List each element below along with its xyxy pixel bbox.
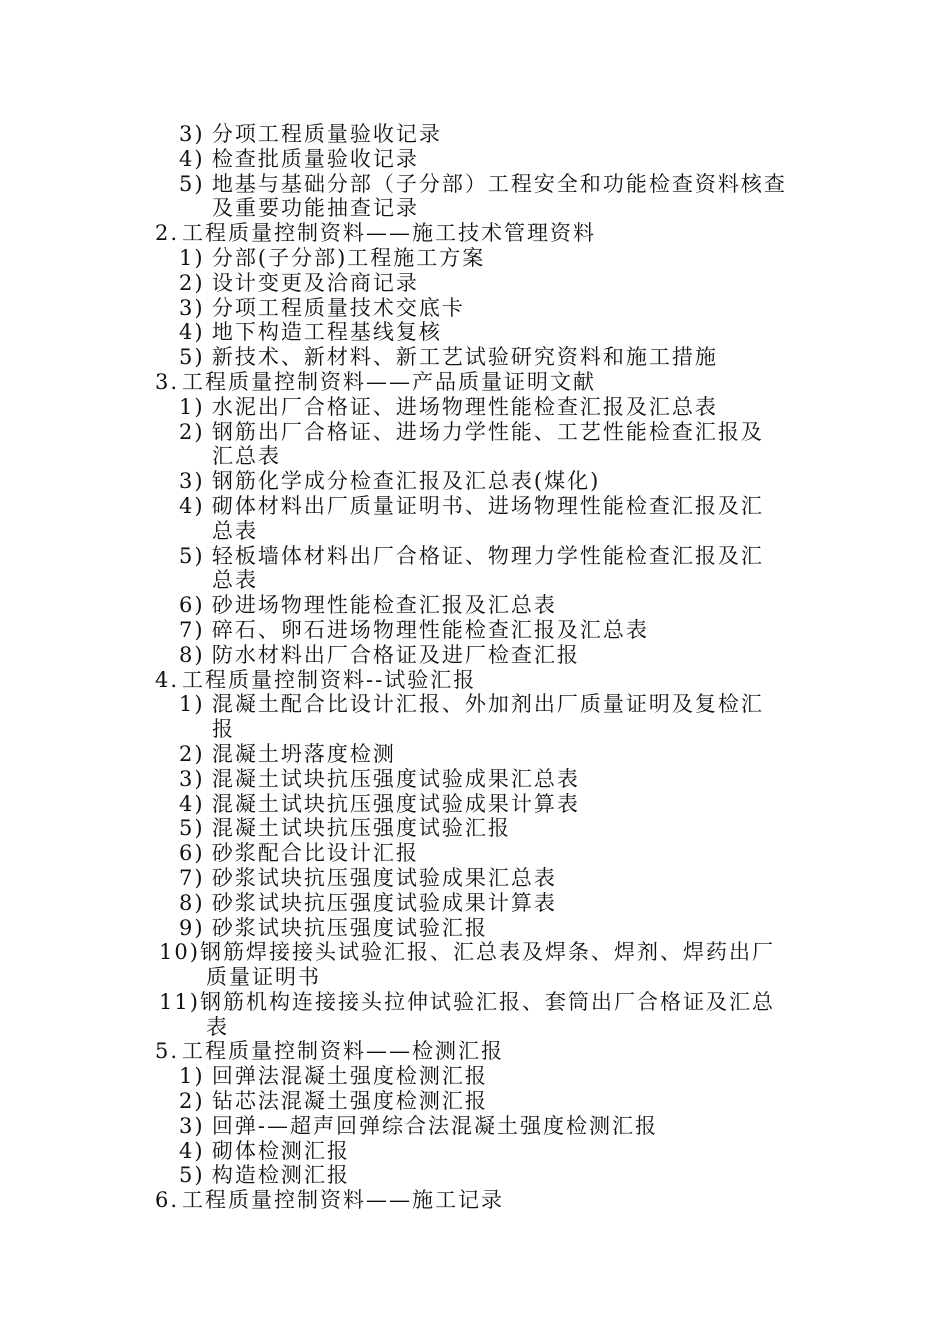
list-item-text: 砌体材料出厂质量证明书、进场物理性能检查汇报及汇 <box>211 493 764 518</box>
list-item-continuation: 及重要功能抽查记录 <box>212 196 419 221</box>
section-title: 工程质量控制资料——施工技术管理资料 <box>182 221 596 246</box>
list-item-number: 10) <box>159 940 200 965</box>
list-item <box>155 469 810 494</box>
list-item <box>155 940 810 965</box>
list-item-text: 新技术、新材料、新工艺试验研究资料和施工措施 <box>211 345 718 370</box>
list-item <box>155 692 810 717</box>
list-item-number: 3) <box>179 766 205 791</box>
list-item-number: 5) <box>179 1163 205 1188</box>
list-item <box>155 816 810 841</box>
list-item-number: 4) <box>179 320 205 345</box>
list-item-text: 砌体检测汇报 <box>211 1138 350 1163</box>
list-item-number: 1) <box>179 692 205 717</box>
list-item <box>155 147 810 172</box>
list-item-number: 7) <box>179 617 205 642</box>
list-item-number: 5) <box>179 816 205 841</box>
list-item <box>155 767 810 792</box>
list-item-text: 混凝土配合比设计汇报、外加剂出厂质量证明及复检汇 <box>211 692 764 717</box>
list-item-number: 8) <box>179 642 205 667</box>
section-number: 3. <box>155 369 180 394</box>
list-item-text: 检查批质量验收记录 <box>211 146 419 171</box>
section-heading <box>155 221 810 246</box>
list-item <box>155 593 810 618</box>
list-item-text: 分项工程质量验收记录 <box>211 122 442 146</box>
section-number: 4. <box>155 667 180 692</box>
section-title: 工程质量控制资料——产品质量证明文献 <box>182 369 596 394</box>
list-item-number: 9) <box>179 915 205 940</box>
list-item-number: 4) <box>179 791 205 816</box>
list-item-number: 3) <box>179 469 205 494</box>
list-item-number: 3) <box>179 1113 205 1138</box>
list-item <box>155 618 810 643</box>
list-item-text: 构造检测汇报 <box>211 1163 350 1188</box>
list-item-number: 5) <box>179 543 205 568</box>
section-title: 工程质量控制资料——施工记录 <box>182 1188 504 1213</box>
list-item-text: 混凝土试块抗压强度试验汇报 <box>211 816 511 841</box>
list-item-text: 砂浆配合比设计汇报 <box>211 841 419 866</box>
list-item <box>155 1163 810 1188</box>
list-item <box>155 420 810 445</box>
list-item-text: 地下构造工程基线复核 <box>211 320 442 345</box>
list-item-number: 1) <box>179 245 205 270</box>
list-item-text: 水泥出厂合格证、进场物理性能检查汇报及汇总表 <box>211 394 718 419</box>
list-item-text: 设计变更及洽商记录 <box>211 270 419 295</box>
list-item-text: 砂浆试块抗压强度试验成果汇总表 <box>211 865 557 890</box>
list-item <box>155 544 810 569</box>
list-item <box>155 320 810 345</box>
list-item <box>155 916 810 941</box>
list-item-number: 2) <box>179 419 205 444</box>
list-item-text: 钢筋机构连接接头拉伸试验汇报、套筒出厂合格证及汇总 <box>200 989 775 1014</box>
list-item <box>155 891 810 916</box>
list-item-number: 2) <box>179 1089 205 1114</box>
list-item-text: 轻板墙体材料出厂合格证、物理力学性能检查汇报及汇 <box>211 543 764 568</box>
list-item-number: 1) <box>179 394 205 419</box>
list-item <box>155 395 810 420</box>
list-item <box>155 643 810 668</box>
list-item-number: 6) <box>179 841 205 866</box>
list-item <box>155 172 810 197</box>
list-item-continuation: 总表 <box>212 568 258 593</box>
list-item-number: 1) <box>179 1064 205 1089</box>
list-item-number: 5) <box>179 345 205 370</box>
list-item-continuation: 汇总表 <box>212 444 281 469</box>
section-title: 工程质量控制资料——检测汇报 <box>182 1039 504 1064</box>
list-item-number: 7) <box>179 865 205 890</box>
list-item-number: 3) <box>179 295 205 320</box>
list-item <box>155 742 810 767</box>
list-item-number: 6) <box>179 593 205 618</box>
list-item-number: 8) <box>179 890 205 915</box>
list-item-continuation: 质量证明书 <box>206 965 321 990</box>
document-body <box>155 122 810 1213</box>
list-item-number: 4) <box>179 1138 205 1163</box>
list-item-text: 砂进场物理性能检查汇报及汇总表 <box>211 593 557 618</box>
list-item <box>155 792 810 817</box>
list-item-text: 混凝土试块抗压强度试验成果计算表 <box>211 791 580 816</box>
list-item <box>155 1089 810 1114</box>
list-item-text: 砂浆试块抗压强度试验汇报 <box>211 915 488 940</box>
section-title: 工程质量控制资料--试验汇报 <box>182 667 477 692</box>
list-item <box>155 271 810 296</box>
section-number: 5. <box>155 1039 180 1064</box>
list-item-text: 分项工程质量技术交底卡 <box>211 295 465 320</box>
list-item <box>155 1139 810 1164</box>
list-item-continuation: 表 <box>206 1014 229 1039</box>
section-number: 2. <box>155 221 180 246</box>
list-item <box>155 494 810 519</box>
list-item-text: 钢筋出厂合格证、进场力学性能、工艺性能检查汇报及 <box>211 419 764 444</box>
list-item-text: 分部(子分部)工程施工方案 <box>211 245 486 270</box>
list-item-text: 碎石、卵石进场物理性能检查汇报及汇总表 <box>211 617 649 642</box>
list-item-text: 防水材料出厂合格证及进厂检查汇报 <box>211 642 580 667</box>
list-item <box>155 122 810 147</box>
list-item-number: 4) <box>179 493 205 518</box>
list-item <box>155 1064 810 1089</box>
list-item-continuation: 总表 <box>212 518 258 543</box>
list-item <box>155 866 810 891</box>
section-heading <box>155 668 810 693</box>
list-item-text: 钻芯法混凝土强度检测汇报 <box>211 1089 488 1114</box>
list-item <box>155 296 810 321</box>
list-item-number: 4) <box>179 146 205 171</box>
list-item-text: 混凝土试块抗压强度试验成果汇总表 <box>211 766 580 791</box>
list-item-number: 5) <box>179 171 205 196</box>
list-item-text: 钢筋化学成分检查汇报及汇总表(煤化) <box>211 469 601 494</box>
list-item <box>155 246 810 271</box>
list-item-text: 回弹-—超声回弹综合法混凝土强度检测汇报 <box>211 1113 658 1138</box>
list-item-text: 砂浆试块抗压强度试验成果计算表 <box>211 890 557 915</box>
list-item-text: 钢筋焊接接头试验汇报、汇总表及焊条、焊剂、焊药出厂 <box>200 940 775 965</box>
section-number: 6. <box>155 1188 180 1213</box>
list-item <box>155 345 810 370</box>
list-item-text: 混凝土坍落度检测 <box>211 741 396 766</box>
section-heading <box>155 370 810 395</box>
list-item-number: 3) <box>179 122 205 146</box>
list-item <box>155 841 810 866</box>
list-item-text: 回弹法混凝土强度检测汇报 <box>211 1064 488 1089</box>
list-item <box>155 990 810 1015</box>
section-heading <box>155 1188 810 1213</box>
list-item-number: 2) <box>179 741 205 766</box>
list-item-continuation: 报 <box>212 717 235 742</box>
list-item <box>155 1114 810 1139</box>
section-heading <box>155 1039 810 1064</box>
list-item-number: 2) <box>179 270 205 295</box>
list-item-number: 11) <box>159 989 200 1014</box>
list-item-text: 地基与基础分部（子分部）工程安全和功能检查资料核查 <box>211 171 787 196</box>
